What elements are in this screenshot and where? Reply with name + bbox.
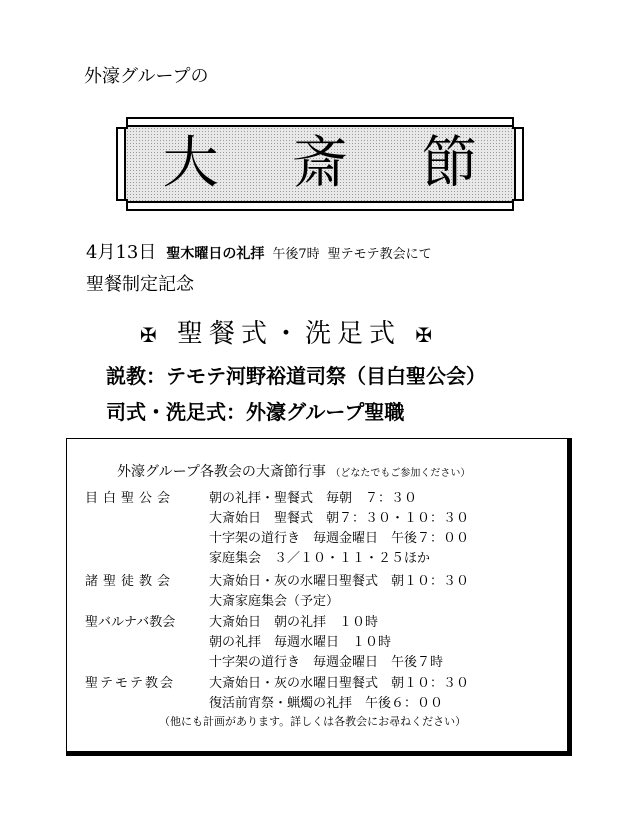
schedule-item: 復活前宵祭・蝋燭の礼拝 午後６：００	[209, 696, 444, 711]
cross-icon: ✠	[140, 323, 163, 347]
event-date: 4月13日	[86, 242, 157, 263]
event-name: 聖木曜日の礼拝	[166, 246, 265, 262]
service-name: 聖餐式・洗足式	[177, 319, 402, 349]
schedule-item: 大斎始日・灰の水曜日聖餐式 朝１０：３０	[209, 574, 470, 589]
schedule-item: 家庭集会 ３／１０・１１・２５ほか	[209, 551, 431, 566]
event-time: 午後7時	[272, 247, 320, 262]
schedule-item: 大斎始日 聖餐式 朝７：３０・１０：３０	[209, 511, 470, 526]
corner-notch	[116, 117, 128, 129]
service-heading	[140, 313, 438, 350]
church-name: 諸聖徒教会	[85, 574, 176, 589]
schedule-item: 大斎始日・灰の水曜日聖餐式 朝１０：３０	[209, 676, 470, 691]
schedule-item: 十字架の道行き 毎週金曜日 午後７：００	[209, 531, 470, 546]
date-line	[86, 238, 432, 264]
cross-icon: ✠	[415, 323, 439, 347]
title-char-3: 節	[421, 131, 478, 196]
subtitle: 外濠グループの	[84, 66, 209, 87]
officiant-line: 司式・洗足式：外濠グループ聖職	[106, 400, 405, 424]
title-char-2: 斎	[291, 131, 348, 196]
church-name: 聖バルナバ教会	[85, 615, 176, 630]
schedule-item: 大斎家庭集会（予定）	[209, 594, 340, 609]
schedule-item: 朝の礼拝・聖餐式 毎朝 ７：３０	[209, 491, 418, 506]
title-panel	[124, 125, 516, 203]
schedule-title	[117, 461, 470, 481]
schedule-box	[66, 438, 572, 756]
title-char-1: 大	[162, 131, 219, 196]
corner-notch	[512, 199, 524, 211]
schedule-title-note: （どなたでもご参加ください）	[330, 468, 471, 479]
corner-notch	[512, 117, 524, 129]
schedule-item: 十字架の道行き 毎週金曜日 午後７時	[209, 655, 444, 670]
schedule-title-text: 外濠グループ各教会の大斎節行事	[117, 464, 326, 480]
schedule-item: 朝の礼拝 毎週水曜日 １０時	[209, 635, 392, 650]
corner-notch	[116, 199, 128, 211]
church-name: 目白聖公会	[85, 491, 176, 506]
sermon-line: 説教：テモテ河野裕道司祭（目白聖公会）	[106, 364, 486, 388]
church-name: 聖テモテ教会	[85, 676, 176, 691]
schedule-item: 大斎始日 朝の礼拝 １０時	[209, 615, 379, 630]
schedule-footer: （他にも計画があります。詳しくは各教会にお尋ねください）	[159, 715, 467, 728]
title-frame	[116, 117, 524, 211]
event-place: 聖テモテ教会にて	[327, 247, 432, 262]
schedule-panel	[66, 438, 568, 752]
memorial-text: 聖餐制定記念	[86, 274, 194, 295]
